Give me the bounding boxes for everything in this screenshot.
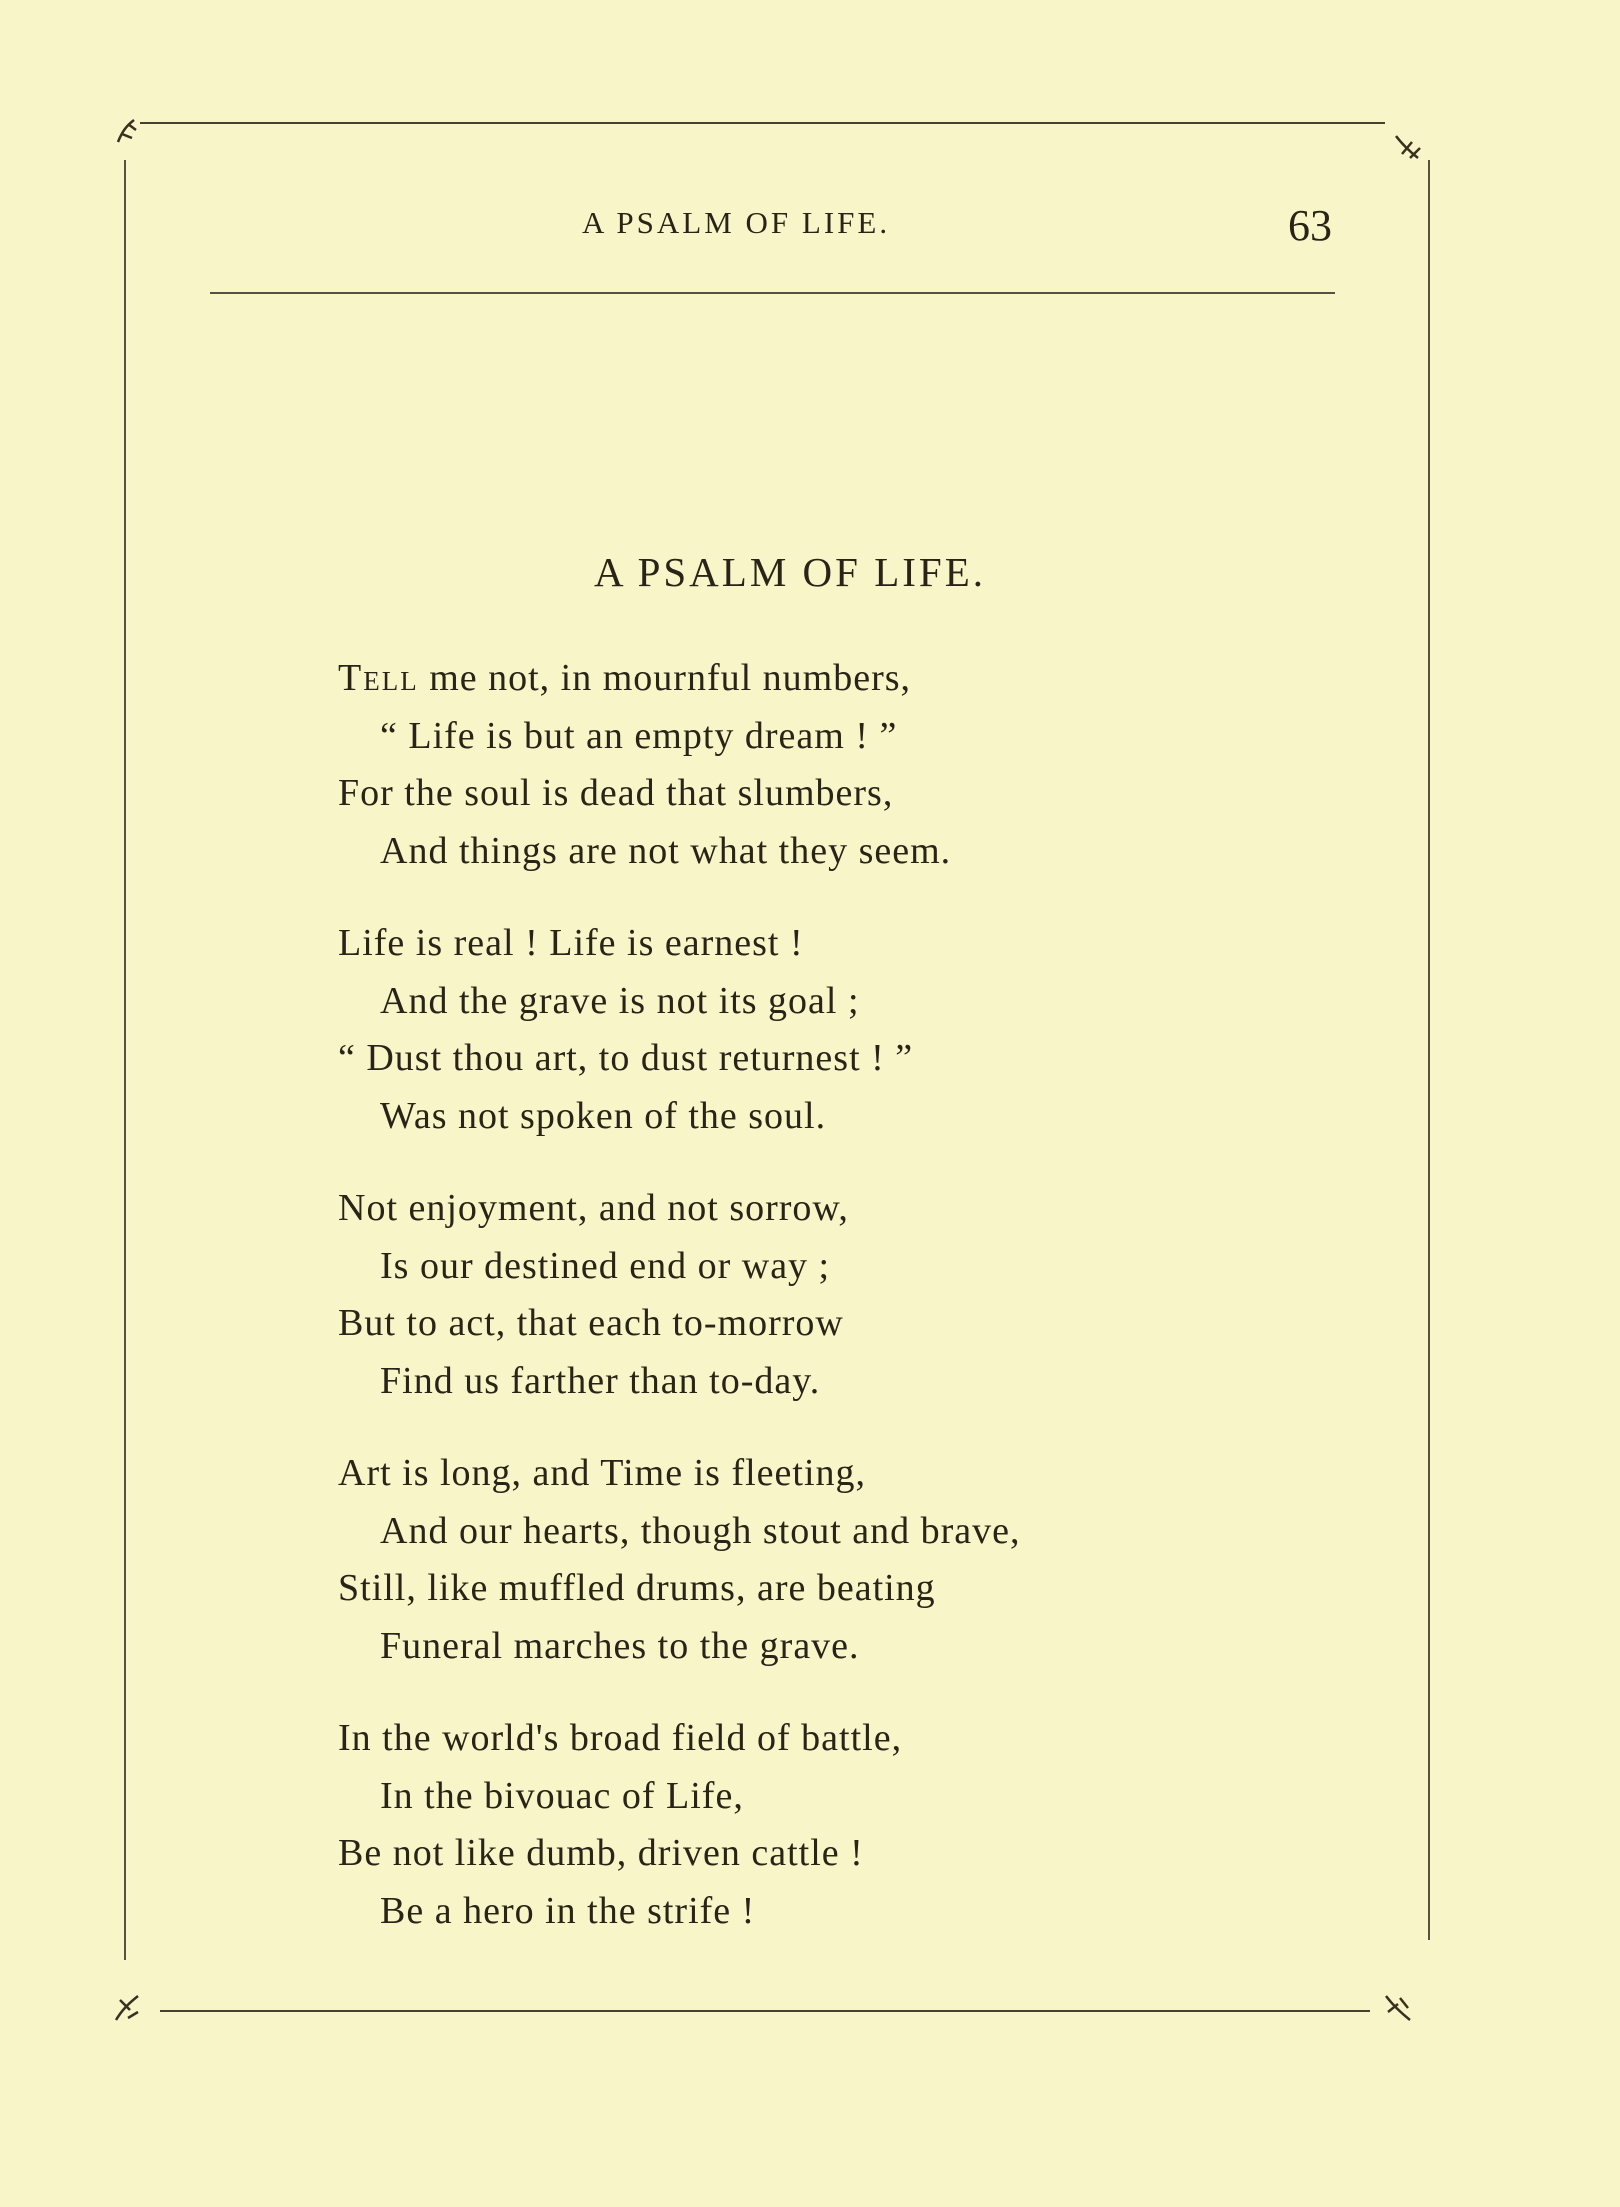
header-rule [210,292,1335,294]
frame-bottom-rule [160,2010,1370,2012]
poem-line: And things are not what they seem. [380,829,952,872]
poem-line: “ Dust thou art, to dust returnest ! ” [338,1037,914,1079]
running-header-title: A PSALM OF LIFE. [582,205,891,240]
poem-line: But to act, that each to-morrow [338,1302,844,1344]
poem-line: Funeral marches to the grave. [380,1624,860,1667]
poem-line: Was not spoken of the soul. [380,1094,827,1137]
frame-right-rule [1428,160,1430,1940]
poem-line: And the grave is not its goal ; [380,979,860,1022]
poem-line: Life is real ! Life is earnest ! [338,922,804,964]
stanza-5 [338,1710,1338,1940]
poem-line: “ Life is but an empty dream ! ” [380,714,898,757]
poem-body [338,650,1338,1975]
frame-left-rule [124,160,126,1960]
stanza-1 [338,650,1338,880]
poem-line: Still, like muffled drums, are beating [338,1567,936,1609]
poem-line: Find us farther than to-day. [380,1359,821,1402]
corner-ornament-icon [1390,128,1426,164]
opening-word: Tell [338,657,419,699]
corner-ornament-icon [1380,1990,1416,2026]
poem-line: Is our destined end or way ; [380,1244,831,1287]
frame-top-rule [140,122,1385,124]
poem-line: Not enjoyment, and not sorrow, [338,1187,849,1229]
poem-line: In the bivouac of Life, [380,1774,744,1817]
poem-line: In the world's broad field of battle, [338,1717,903,1759]
poem-line: For the soul is dead that slumbers, [338,772,894,814]
poem-line [338,650,1338,708]
poem-line: Be a hero in the strife ! [380,1889,756,1932]
poem-line: Be not like dumb, driven cattle ! [338,1832,864,1874]
stanza-2 [338,915,1338,1145]
corner-ornament-icon [112,112,148,148]
corner-ornament-icon [110,1990,146,2026]
page-number: 63 [1288,201,1332,250]
poem-title: A PSALM OF LIFE. [593,549,986,595]
poem-line: Art is long, and Time is fleeting, [338,1452,866,1494]
stanza-4 [338,1445,1338,1675]
poem-line-text: me not, in mournful numbers, [418,657,912,699]
poem-line: And our hearts, though stout and brave, [380,1509,1021,1552]
stanza-3 [338,1180,1338,1410]
